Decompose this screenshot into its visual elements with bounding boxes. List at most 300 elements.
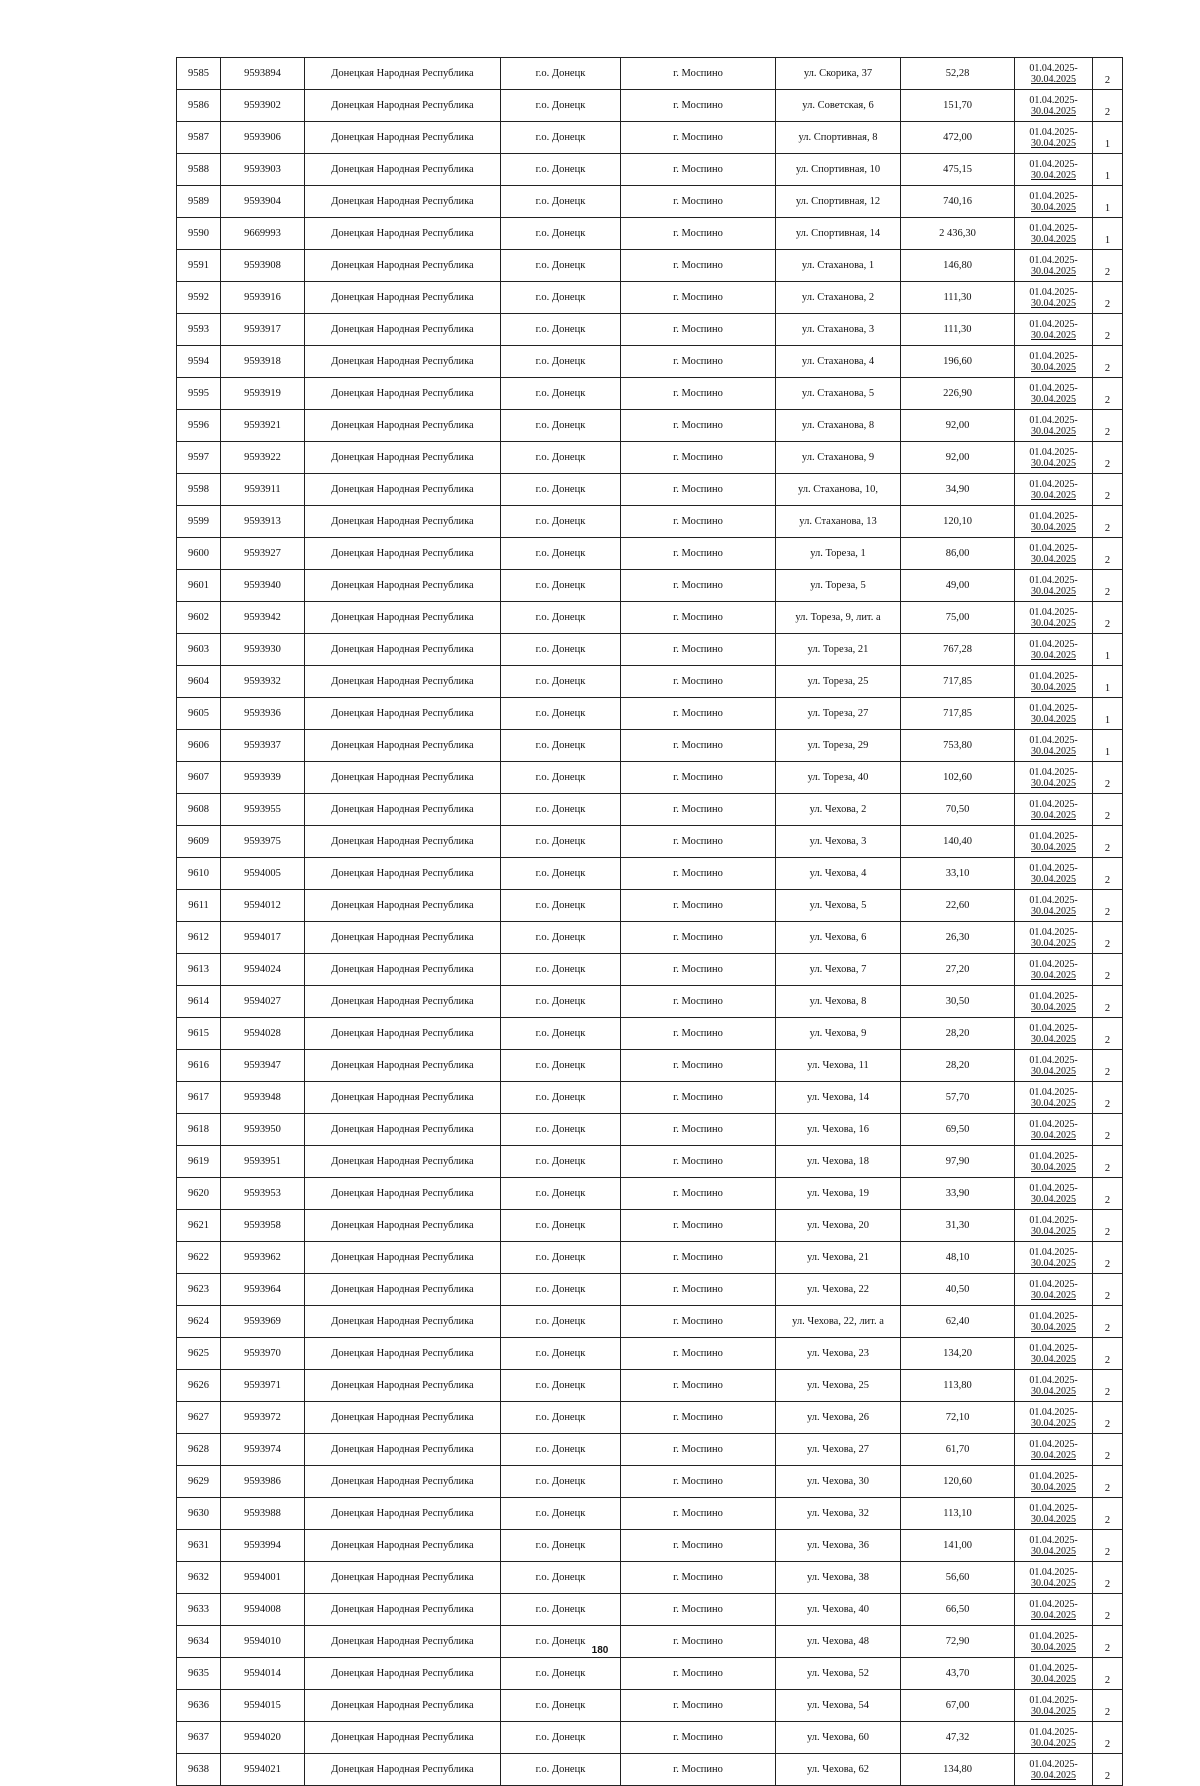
address-cell: ул. Чехова, 32 bbox=[776, 1498, 901, 1530]
area-cell: 33,10 bbox=[901, 858, 1015, 890]
period-end: 30.04.2025 bbox=[1031, 329, 1076, 341]
period-start: 01.04.2025- bbox=[1029, 894, 1078, 906]
table-row bbox=[177, 922, 1123, 954]
address-cell: ул. Чехова, 54 bbox=[776, 1690, 901, 1722]
object-id-cell: 9593902 bbox=[221, 90, 305, 122]
city-cell: г. Моспино bbox=[621, 154, 776, 186]
period-cell bbox=[1015, 218, 1093, 250]
period-start: 01.04.2025- bbox=[1029, 1598, 1078, 1610]
region-cell: Донецкая Народная Республика bbox=[305, 1082, 501, 1114]
period-end: 30.04.2025 bbox=[1031, 873, 1076, 885]
period-end: 30.04.2025 bbox=[1031, 1705, 1076, 1717]
period-end: 30.04.2025 bbox=[1031, 809, 1076, 821]
object-id-cell: 9593939 bbox=[221, 762, 305, 794]
count-cell: 2 bbox=[1093, 1402, 1123, 1434]
count-cell: 2 bbox=[1093, 474, 1123, 506]
period-cell bbox=[1015, 154, 1093, 186]
city-cell: г. Моспино bbox=[621, 1434, 776, 1466]
count-cell: 2 bbox=[1093, 1434, 1123, 1466]
area-cell: 140,40 bbox=[901, 826, 1015, 858]
object-id-cell: 9593950 bbox=[221, 1114, 305, 1146]
period-start: 01.04.2025- bbox=[1029, 1502, 1078, 1514]
area-cell: 196,60 bbox=[901, 346, 1015, 378]
period-end: 30.04.2025 bbox=[1031, 1289, 1076, 1301]
period-start: 01.04.2025- bbox=[1029, 574, 1078, 586]
row-number-cell: 9614 bbox=[177, 986, 221, 1018]
area-cell: 43,70 bbox=[901, 1658, 1015, 1690]
city-cell: г. Моспино bbox=[621, 122, 776, 154]
region-cell: Донецкая Народная Республика bbox=[305, 1178, 501, 1210]
address-cell: ул. Чехова, 14 bbox=[776, 1082, 901, 1114]
period-cell bbox=[1015, 90, 1093, 122]
period-start: 01.04.2025- bbox=[1029, 766, 1078, 778]
period-cell bbox=[1015, 58, 1093, 90]
object-id-cell: 9593894 bbox=[221, 58, 305, 90]
district-cell: г.о. Донецк bbox=[501, 58, 621, 90]
object-id-cell: 9594021 bbox=[221, 1754, 305, 1786]
region-cell: Донецкая Народная Республика bbox=[305, 474, 501, 506]
address-cell: ул. Чехова, 7 bbox=[776, 954, 901, 986]
object-id-cell: 9593942 bbox=[221, 602, 305, 634]
row-number-cell: 9604 bbox=[177, 666, 221, 698]
area-cell: 62,40 bbox=[901, 1306, 1015, 1338]
object-id-cell: 9593958 bbox=[221, 1210, 305, 1242]
period-start: 01.04.2025- bbox=[1029, 254, 1078, 266]
row-number-cell: 9593 bbox=[177, 314, 221, 346]
address-cell: ул. Тореза, 27 bbox=[776, 698, 901, 730]
period-cell bbox=[1015, 986, 1093, 1018]
period-start: 01.04.2025- bbox=[1029, 1758, 1078, 1770]
address-cell: ул. Стаханова, 8 bbox=[776, 410, 901, 442]
area-cell: 47,32 bbox=[901, 1722, 1015, 1754]
region-cell: Донецкая Народная Республика bbox=[305, 1370, 501, 1402]
period-cell bbox=[1015, 1690, 1093, 1722]
count-cell: 2 bbox=[1093, 922, 1123, 954]
period-start: 01.04.2025- bbox=[1029, 1150, 1078, 1162]
period-cell bbox=[1015, 794, 1093, 826]
period-cell bbox=[1015, 410, 1093, 442]
period-start: 01.04.2025- bbox=[1029, 1534, 1078, 1546]
region-cell: Донецкая Народная Республика bbox=[305, 1434, 501, 1466]
address-cell: ул. Стаханова, 1 bbox=[776, 250, 901, 282]
row-number-cell: 9601 bbox=[177, 570, 221, 602]
table-row bbox=[177, 1434, 1123, 1466]
row-number-cell: 9591 bbox=[177, 250, 221, 282]
city-cell: г. Моспино bbox=[621, 1146, 776, 1178]
district-cell: г.о. Донецк bbox=[501, 1210, 621, 1242]
district-cell: г.о. Донецк bbox=[501, 1274, 621, 1306]
count-cell: 2 bbox=[1093, 506, 1123, 538]
count-cell: 1 bbox=[1093, 698, 1123, 730]
city-cell: г. Моспино bbox=[621, 378, 776, 410]
district-cell: г.о. Донецк bbox=[501, 154, 621, 186]
object-id-cell: 9593930 bbox=[221, 634, 305, 666]
city-cell: г. Моспино bbox=[621, 858, 776, 890]
address-cell: ул. Чехова, 2 bbox=[776, 794, 901, 826]
period-end: 30.04.2025 bbox=[1031, 265, 1076, 277]
area-cell: 56,60 bbox=[901, 1562, 1015, 1594]
district-cell: г.о. Донецк bbox=[501, 538, 621, 570]
row-number-cell: 9587 bbox=[177, 122, 221, 154]
row-number-cell: 9620 bbox=[177, 1178, 221, 1210]
object-id-cell: 9594008 bbox=[221, 1594, 305, 1626]
period-start: 01.04.2025- bbox=[1029, 1022, 1078, 1034]
count-cell: 2 bbox=[1093, 1690, 1123, 1722]
city-cell: г. Моспино bbox=[621, 1274, 776, 1306]
period-start: 01.04.2025- bbox=[1029, 958, 1078, 970]
period-cell bbox=[1015, 1338, 1093, 1370]
period-start: 01.04.2025- bbox=[1029, 1086, 1078, 1098]
address-cell: ул. Чехова, 6 bbox=[776, 922, 901, 954]
table-row bbox=[177, 1530, 1123, 1562]
period-cell bbox=[1015, 538, 1093, 570]
count-cell: 2 bbox=[1093, 1626, 1123, 1658]
period-start: 01.04.2025- bbox=[1029, 1630, 1078, 1642]
address-cell: ул. Стаханова, 9 bbox=[776, 442, 901, 474]
address-cell: ул. Стаханова, 13 bbox=[776, 506, 901, 538]
period-start: 01.04.2025- bbox=[1029, 1118, 1078, 1130]
area-cell: 475,15 bbox=[901, 154, 1015, 186]
period-start: 01.04.2025- bbox=[1029, 350, 1078, 362]
row-number-cell: 9622 bbox=[177, 1242, 221, 1274]
address-cell: ул. Чехова, 21 bbox=[776, 1242, 901, 1274]
area-cell: 28,20 bbox=[901, 1018, 1015, 1050]
period-end: 30.04.2025 bbox=[1031, 1353, 1076, 1365]
city-cell: г. Моспино bbox=[621, 1754, 776, 1786]
count-cell: 1 bbox=[1093, 730, 1123, 762]
period-cell bbox=[1015, 826, 1093, 858]
address-cell: ул. Чехова, 27 bbox=[776, 1434, 901, 1466]
table-row bbox=[177, 858, 1123, 890]
address-cell: ул. Чехова, 60 bbox=[776, 1722, 901, 1754]
period-cell bbox=[1015, 442, 1093, 474]
address-cell: ул. Стаханова, 10, bbox=[776, 474, 901, 506]
count-cell: 2 bbox=[1093, 826, 1123, 858]
row-number-cell: 9595 bbox=[177, 378, 221, 410]
area-cell: 34,90 bbox=[901, 474, 1015, 506]
city-cell: г. Моспино bbox=[621, 1242, 776, 1274]
region-cell: Донецкая Народная Республика bbox=[305, 1626, 501, 1658]
address-cell: ул. Скорика, 37 bbox=[776, 58, 901, 90]
table-row bbox=[177, 346, 1123, 378]
city-cell: г. Моспино bbox=[621, 1114, 776, 1146]
object-id-cell: 9594015 bbox=[221, 1690, 305, 1722]
period-end: 30.04.2025 bbox=[1031, 137, 1076, 149]
row-number-cell: 9592 bbox=[177, 282, 221, 314]
area-cell: 30,50 bbox=[901, 986, 1015, 1018]
object-id-cell: 9593904 bbox=[221, 186, 305, 218]
table-row bbox=[177, 1274, 1123, 1306]
district-cell: г.о. Донецк bbox=[501, 218, 621, 250]
period-start: 01.04.2025- bbox=[1029, 542, 1078, 554]
count-cell: 2 bbox=[1093, 794, 1123, 826]
district-cell: г.о. Донецк bbox=[501, 250, 621, 282]
row-number-cell: 9594 bbox=[177, 346, 221, 378]
period-end: 30.04.2025 bbox=[1031, 1545, 1076, 1557]
area-cell: 61,70 bbox=[901, 1434, 1015, 1466]
table-row bbox=[177, 762, 1123, 794]
count-cell: 2 bbox=[1093, 378, 1123, 410]
city-cell: г. Моспино bbox=[621, 794, 776, 826]
district-cell: г.о. Донецк bbox=[501, 1690, 621, 1722]
object-id-cell: 9669993 bbox=[221, 218, 305, 250]
count-cell: 1 bbox=[1093, 634, 1123, 666]
region-cell: Донецкая Народная Республика bbox=[305, 602, 501, 634]
count-cell: 2 bbox=[1093, 1306, 1123, 1338]
count-cell: 2 bbox=[1093, 90, 1123, 122]
district-cell: г.о. Донецк bbox=[501, 410, 621, 442]
city-cell: г. Моспино bbox=[621, 282, 776, 314]
count-cell: 1 bbox=[1093, 122, 1123, 154]
region-cell: Донецкая Народная Республика bbox=[305, 986, 501, 1018]
count-cell: 2 bbox=[1093, 1370, 1123, 1402]
table-row bbox=[177, 282, 1123, 314]
area-cell: 120,10 bbox=[901, 506, 1015, 538]
address-cell: ул. Чехова, 36 bbox=[776, 1530, 901, 1562]
region-cell: Донецкая Народная Республика bbox=[305, 1210, 501, 1242]
city-cell: г. Моспино bbox=[621, 1082, 776, 1114]
region-cell: Донецкая Народная Республика bbox=[305, 634, 501, 666]
period-cell bbox=[1015, 570, 1093, 602]
area-cell: 141,00 bbox=[901, 1530, 1015, 1562]
count-cell: 2 bbox=[1093, 1050, 1123, 1082]
period-cell bbox=[1015, 346, 1093, 378]
object-id-cell: 9594027 bbox=[221, 986, 305, 1018]
period-start: 01.04.2025- bbox=[1029, 734, 1078, 746]
period-start: 01.04.2025- bbox=[1029, 158, 1078, 170]
table-row bbox=[177, 538, 1123, 570]
object-id-cell: 9593953 bbox=[221, 1178, 305, 1210]
count-cell: 2 bbox=[1093, 1210, 1123, 1242]
area-cell: 57,70 bbox=[901, 1082, 1015, 1114]
region-cell: Донецкая Народная Республика bbox=[305, 122, 501, 154]
area-cell: 717,85 bbox=[901, 666, 1015, 698]
address-cell: ул. Спортивная, 10 bbox=[776, 154, 901, 186]
count-cell: 2 bbox=[1093, 1594, 1123, 1626]
row-number-cell: 9625 bbox=[177, 1338, 221, 1370]
city-cell: г. Моспино bbox=[621, 1306, 776, 1338]
period-cell bbox=[1015, 282, 1093, 314]
city-cell: г. Моспино bbox=[621, 346, 776, 378]
city-cell: г. Моспино bbox=[621, 218, 776, 250]
document-table bbox=[176, 57, 1123, 1786]
count-cell: 2 bbox=[1093, 1178, 1123, 1210]
object-id-cell: 9593971 bbox=[221, 1370, 305, 1402]
object-id-cell: 9593951 bbox=[221, 1146, 305, 1178]
table-row bbox=[177, 1658, 1123, 1690]
object-id-cell: 9594005 bbox=[221, 858, 305, 890]
region-cell: Донецкая Народная Республика bbox=[305, 1018, 501, 1050]
city-cell: г. Моспино bbox=[621, 570, 776, 602]
period-start: 01.04.2025- bbox=[1029, 1278, 1078, 1290]
period-start: 01.04.2025- bbox=[1029, 798, 1078, 810]
city-cell: г. Моспино bbox=[621, 1466, 776, 1498]
table-row bbox=[177, 90, 1123, 122]
period-start: 01.04.2025- bbox=[1029, 1246, 1078, 1258]
count-cell: 2 bbox=[1093, 250, 1123, 282]
object-id-cell: 9593994 bbox=[221, 1530, 305, 1562]
district-cell: г.о. Донецк bbox=[501, 1306, 621, 1338]
row-number-cell: 9613 bbox=[177, 954, 221, 986]
region-cell: Донецкая Народная Республика bbox=[305, 890, 501, 922]
period-end: 30.04.2025 bbox=[1031, 681, 1076, 693]
period-end: 30.04.2025 bbox=[1031, 1641, 1076, 1653]
period-cell bbox=[1015, 1050, 1093, 1082]
city-cell: г. Моспино bbox=[621, 1338, 776, 1370]
address-cell: ул. Чехова, 4 bbox=[776, 858, 901, 890]
count-cell: 2 bbox=[1093, 1114, 1123, 1146]
period-start: 01.04.2025- bbox=[1029, 126, 1078, 138]
district-cell: г.о. Донецк bbox=[501, 314, 621, 346]
period-end: 30.04.2025 bbox=[1031, 1129, 1076, 1141]
object-id-cell: 9593970 bbox=[221, 1338, 305, 1370]
count-cell: 2 bbox=[1093, 1658, 1123, 1690]
object-id-cell: 9593913 bbox=[221, 506, 305, 538]
period-cell bbox=[1015, 1530, 1093, 1562]
city-cell: г. Моспино bbox=[621, 1018, 776, 1050]
row-number-cell: 9605 bbox=[177, 698, 221, 730]
row-number-cell: 9602 bbox=[177, 602, 221, 634]
table-row bbox=[177, 1594, 1123, 1626]
region-cell: Донецкая Народная Республика bbox=[305, 378, 501, 410]
region-cell: Донецкая Народная Республика bbox=[305, 90, 501, 122]
table-row bbox=[177, 186, 1123, 218]
object-id-cell: 9593955 bbox=[221, 794, 305, 826]
period-cell bbox=[1015, 1466, 1093, 1498]
table-row bbox=[177, 1082, 1123, 1114]
table-row bbox=[177, 250, 1123, 282]
period-cell bbox=[1015, 1210, 1093, 1242]
period-cell bbox=[1015, 1114, 1093, 1146]
area-cell: 26,30 bbox=[901, 922, 1015, 954]
address-cell: ул. Стаханова, 4 bbox=[776, 346, 901, 378]
object-id-cell: 9593988 bbox=[221, 1498, 305, 1530]
region-cell: Донецкая Народная Республика bbox=[305, 1562, 501, 1594]
district-cell: г.о. Донецк bbox=[501, 1370, 621, 1402]
object-id-cell: 9593921 bbox=[221, 410, 305, 442]
city-cell: г. Моспино bbox=[621, 1562, 776, 1594]
period-end: 30.04.2025 bbox=[1031, 1737, 1076, 1749]
district-cell: г.о. Донецк bbox=[501, 794, 621, 826]
region-cell: Донецкая Народная Республика bbox=[305, 1658, 501, 1690]
area-cell: 66,50 bbox=[901, 1594, 1015, 1626]
region-cell: Донецкая Народная Республика bbox=[305, 666, 501, 698]
period-end: 30.04.2025 bbox=[1031, 1385, 1076, 1397]
area-cell: 2 436,30 bbox=[901, 218, 1015, 250]
city-cell: г. Моспино bbox=[621, 186, 776, 218]
count-cell: 2 bbox=[1093, 538, 1123, 570]
city-cell: г. Моспино bbox=[621, 474, 776, 506]
period-end: 30.04.2025 bbox=[1031, 1673, 1076, 1685]
period-cell bbox=[1015, 1722, 1093, 1754]
city-cell: г. Моспино bbox=[621, 730, 776, 762]
row-number-cell: 9609 bbox=[177, 826, 221, 858]
table-row bbox=[177, 666, 1123, 698]
row-number-cell: 9608 bbox=[177, 794, 221, 826]
period-start: 01.04.2025- bbox=[1029, 222, 1078, 234]
address-cell: ул. Тореза, 25 bbox=[776, 666, 901, 698]
district-cell: г.о. Донецк bbox=[501, 730, 621, 762]
table-row bbox=[177, 1722, 1123, 1754]
table-row bbox=[177, 154, 1123, 186]
count-cell: 1 bbox=[1093, 186, 1123, 218]
table-row bbox=[177, 1306, 1123, 1338]
city-cell: г. Моспино bbox=[621, 410, 776, 442]
region-cell: Донецкая Народная Республика bbox=[305, 1306, 501, 1338]
period-end: 30.04.2025 bbox=[1031, 841, 1076, 853]
period-start: 01.04.2025- bbox=[1029, 1342, 1078, 1354]
period-start: 01.04.2025- bbox=[1029, 638, 1078, 650]
object-id-cell: 9593975 bbox=[221, 826, 305, 858]
district-cell: г.о. Донецк bbox=[501, 890, 621, 922]
table-row bbox=[177, 1178, 1123, 1210]
region-cell: Донецкая Народная Республика bbox=[305, 1114, 501, 1146]
count-cell: 2 bbox=[1093, 570, 1123, 602]
city-cell: г. Моспино bbox=[621, 1370, 776, 1402]
count-cell: 1 bbox=[1093, 666, 1123, 698]
region-cell: Донецкая Народная Республика bbox=[305, 218, 501, 250]
period-cell bbox=[1015, 122, 1093, 154]
period-start: 01.04.2025- bbox=[1029, 414, 1078, 426]
row-number-cell: 9635 bbox=[177, 1658, 221, 1690]
district-cell: г.о. Донецк bbox=[501, 698, 621, 730]
period-cell bbox=[1015, 1274, 1093, 1306]
table-row bbox=[177, 410, 1123, 442]
object-id-cell: 9593962 bbox=[221, 1242, 305, 1274]
region-cell: Донецкая Народная Республика bbox=[305, 1530, 501, 1562]
object-id-cell: 9593908 bbox=[221, 250, 305, 282]
region-cell: Донецкая Народная Республика bbox=[305, 1722, 501, 1754]
period-start: 01.04.2025- bbox=[1029, 318, 1078, 330]
district-cell: г.о. Донецк bbox=[501, 1594, 621, 1626]
address-cell: ул. Стаханова, 2 bbox=[776, 282, 901, 314]
count-cell: 2 bbox=[1093, 1018, 1123, 1050]
district-cell: г.о. Донецк bbox=[501, 1082, 621, 1114]
city-cell: г. Моспино bbox=[621, 1658, 776, 1690]
table-row bbox=[177, 954, 1123, 986]
address-cell: ул. Чехова, 38 bbox=[776, 1562, 901, 1594]
row-number-cell: 9621 bbox=[177, 1210, 221, 1242]
region-cell: Донецкая Народная Республика bbox=[305, 1754, 501, 1786]
table-row bbox=[177, 1466, 1123, 1498]
region-cell: Донецкая Народная Республика bbox=[305, 410, 501, 442]
object-id-cell: 9593947 bbox=[221, 1050, 305, 1082]
table-row bbox=[177, 826, 1123, 858]
row-number-cell: 9624 bbox=[177, 1306, 221, 1338]
period-cell bbox=[1015, 186, 1093, 218]
period-end: 30.04.2025 bbox=[1031, 105, 1076, 117]
period-end: 30.04.2025 bbox=[1031, 73, 1076, 85]
count-cell: 1 bbox=[1093, 154, 1123, 186]
row-number-cell: 9618 bbox=[177, 1114, 221, 1146]
city-cell: г. Моспино bbox=[621, 954, 776, 986]
district-cell: г.о. Донецк bbox=[501, 826, 621, 858]
object-id-cell: 9593937 bbox=[221, 730, 305, 762]
city-cell: г. Моспино bbox=[621, 666, 776, 698]
count-cell: 2 bbox=[1093, 410, 1123, 442]
address-cell: ул. Чехова, 30 bbox=[776, 1466, 901, 1498]
district-cell: г.о. Донецк bbox=[501, 506, 621, 538]
period-start: 01.04.2025- bbox=[1029, 830, 1078, 842]
period-cell bbox=[1015, 858, 1093, 890]
address-cell: ул. Чехова, 9 bbox=[776, 1018, 901, 1050]
row-number-cell: 9596 bbox=[177, 410, 221, 442]
period-start: 01.04.2025- bbox=[1029, 990, 1078, 1002]
area-cell: 72,90 bbox=[901, 1626, 1015, 1658]
row-number-cell: 9585 bbox=[177, 58, 221, 90]
period-start: 01.04.2025- bbox=[1029, 190, 1078, 202]
row-number-cell: 9612 bbox=[177, 922, 221, 954]
